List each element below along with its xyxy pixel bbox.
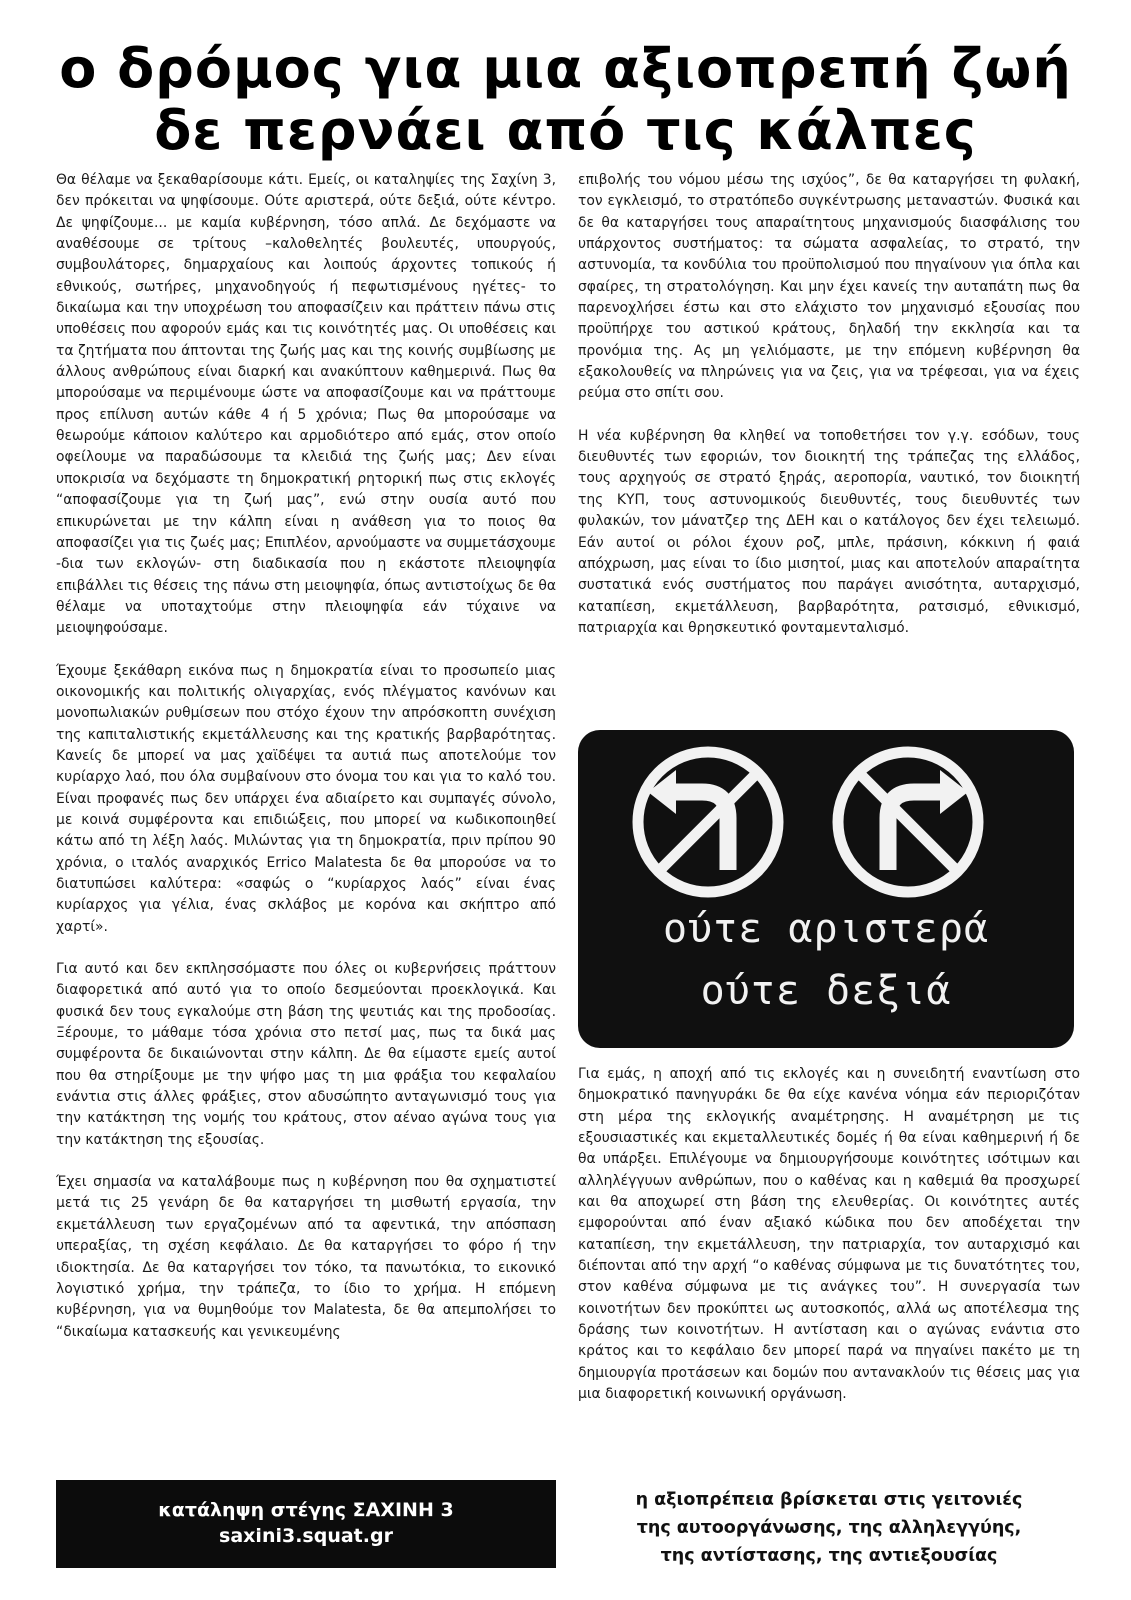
sign-text-line-1: ούτε αριστερά [662, 906, 990, 952]
slogan-line-3: της αντίστασης, της αντιεξουσίας [660, 1546, 998, 1566]
squat-website: saxini3.squat.gr [219, 1525, 393, 1547]
no-right-turn-icon [838, 752, 978, 892]
sign-text-line-2: ούτε δεξιά [700, 968, 952, 1014]
title-line-2: δε περνάει από τις κάλπες [154, 99, 977, 162]
title-line-1: ο δρόμος για μια αξιοπρεπή ζωή [59, 37, 1072, 100]
slogan-line-1: η αξιοπρέπεια βρίσκεται στις γειτονιές [635, 1490, 1023, 1510]
paragraph: Η νέα κυβέρνηση θα κληθεί να τοποθετήσει τον γ.γ. εσόδων, τους διευθυντές των εφοριών, τον διοικητή της τράπεζας της ελλάδος, τους αρχηγούς σε στρατό ξηράς, αεροπορία, ναυτικό, τον διοικητή της ΚΥΠ, τους αστυνομικούς διευθυντές, τους διευθυντές των φυλακών, τον μάνατζερ της ΔΕΗ και ο κατάλογος δεν έχει τελειωμό. Εάν αυτοί οι ρόλοι έχουν ροζ, μπλε, πράσινη, κόκκινη ή φαιά απόχρωση, μας είναι το ίδιο μισητοί, μιας και αποτελούν απαραίτητα συστατικά ενός συστήματος που παράγει ανισότητα, αυταρχισμό, καταπίεση, εκμετάλλευση, βαρβαρότητα, ρατσισμό, εθνικισμό, πατριαρχία και θρησκευτικό φονταμενταλισμό. [578, 427, 1080, 636]
squat-name: κατάληψη στέγης ΣΑΧΙΝΗ 3 [158, 1499, 454, 1521]
paragraph: επιβολής του νόμου μέσω της ισχύος”, δε θα καταργήσει τη φυλακή, τον εγκλεισμό, το στρατόπεδο συγκέντρωσης μεταναστών. Φυσικά και δε θα καταργήσει τους απαραίτητους μηχανισμούς διασφάλισης του υπάρχοντος συστήματος: τα σώματα ασφαλείας, το στρατό, την αστυνομία, τα κονδύλια του προϋπολισμού που πηγαίνουν για όπλα και σφαίρες, τη στρατολόγηση. Και μην έχει κανείς την αυταπάτη πως θα παρενοχλήσει έστω και στο ελάχιστο τον μηχανισμό εξουσίας που προϋπήρχε του αστικού κράτους, δηλαδή την εκκλησία και τα προνόμια της. Ας μη γελιόμαστε, με την επόμενη κυβέρνηση θα εξακολουθείς να πληρώνεις για να ζεις, για να τρέφεσαι, για να έχεις ρεύμα στο σπίτι σου. [578, 172, 1080, 402]
no-left-turn-icon [638, 752, 778, 892]
slogan-line-2: της αυτοοργάνωσης, της αλληλεγγύης, [636, 1518, 1022, 1538]
paragraph: Έχει σημασία να καταλάβουμε πως η κυβέρνηση που θα σχηματιστεί μετά τις 25 γενάρη δε θα καταργήσει τη μισθωτή εργασία, την εκμετάλλευση των εργαζομένων από τα αφεντικά, την απόσπαση υπεραξίας, τη σχέση κεφάλαιο. Δε θα καταργήσει το φόρο ή την ιδιοκτησία. Δε θα καταργήσει τον τόκο, τα πανωτόκια, το εικονικό λογιστικό χρήμα, την τράπεζα, το ίδιο το χρήμα. Η επόμενη κυβέρνηση, για να θυμηθούμε τον Malatesta, δε θα απεμπολήσει το “δικαίωμα κατασκευής και γενικευμένης [56, 1174, 556, 1340]
poster-title [0, 38, 1131, 162]
right-column-top [578, 170, 1080, 639]
paragraph: Για εμάς, η αποχή από τις εκλογές και η συνειδητή εναντίωση στο δημοκρατικό πανηγυράκι δε θα είχε κανένα νόημα εάν περιοριζόταν στη μέρα της εκλογικής αναμέτρησης. Η αναμέτρηση με τις εξουσιαστικές και εκμεταλλευτικές δομές ή θα είναι καθημερινή ή δε θα υπάρξει. Επιλέγουμε να δημιουργήσουμε κοινότητες ισότιμων και αλληλέγγυων ανθρώπων, που ο καθένας και η καθεμιά θα προσχωρεί και θα αποχωρεί στη βάση της ελευθερίας. Οι κοινότητες αυτές εμφορούνται από έναν αξιακό κώδικα που δεν αποδέχεται την καταπίεση, την εκμετάλλευση, την πατριαρχία, τον αυταρχισμό και διέπονται από την αρχή “ο καθένας σύμφωνα με τις δυνατότητες του, στον καθένα σύμφωνα με τις ανάγκες του”. Η συνεργασία των κοινοτήτων δεν προκύπτει ως αυτοσκοπός, αλλά ως αποτέλεσμα της δράσης των κοινοτήτων. Η αντίσταση και ο αγώνας ενάντια στο κράτος και το κεφάλαιο δεν μπορεί παρά να πηγαίνει πακέτο με τη δημιουργία προτάσεων και δομών που αντανακλούν τις θέσεις μας για μια διαφορετική κοινωνική οργάνωση. [578, 1066, 1080, 1403]
paragraph: Για αυτό και δεν εκπλησσόμαστε που όλες οι κυβερνήσεις πράττουν διαφορετικά από αυτό για το οποίο δεσμεύονται προεκλογικά. Και φυσικά δεν τους εγκαλούμε στη βάση της ψευτιάς και της προδοσίας. Ξέρουμε, το μάθαμε τόσα χρόνια στο πετσί μας, πως τα δικά μας συμφέροντα δε δικαιώνονται στην κάλπη. Δε θα είμαστε εμείς αυτοί που θα στηρίξουμε με την ψήφο μας τη μια φράξια του κεφαλαίου ενάντια στις άλλες φράξιες, στον αδυσώπητο ανταγωνισμό τους για την κατάκτηση της νομής του κράτους, στον αέναο αγώνα τους για την κατάκτηση της εξουσίας. [56, 961, 556, 1148]
squat-footer [56, 1480, 556, 1568]
slogan-footer [578, 1486, 1080, 1570]
neither-left-nor-right-sign [578, 730, 1074, 1048]
paragraph: Θα θέλαμε να ξεκαθαρίσουμε κάτι. Εμείς, οι καταληψίες της Σαχίνη 3, δεν πρόκειται να ψηφίσουμε. Ούτε αριστερά, ούτε δεξιά, ούτε κέντρο. Δε ψηφίζουμε... με καμία κυβέρνηση, τόσο απλά. Δε δεχόμαστε να αναθέσουμε σε τρίτους –καλοθελητές βουλευτές, υπουργούς, συμβουλάτορες, δημαρχαίους και λοιπούς άρχοντες τοπικούς ή εθνικούς, σωτήρες, μηχανοδηγούς ή πεφωτισμένους ηγέτες- το δικαίωμα και την υποχρέωση του αποφασίζειν και πράττειν πάνω στις υποθέσεις που αφορούν εμάς και τις κοινότητές μας. Οι υποθέσεις και τα ζητήματα που άπτονται της ζωής μας και της κοινής συμβίωσης με άλλους ανθρώπους είναι διαρκή και ανακύπτουν καθημερινά. Πως θα μπορούσαμε να περιμένουμε ώστε να αποφασίζουμε και να πράττουμε προς επίλυση αυτών κάθε 4 ή 5 χρόνια; Πως θα μπορούσαμε να θεωρούμε κάποιον καλύτερο και αρμοδιότερο από εμάς, στον οποίο οφείλουμε να παραδώσουμε τα κλειδιά της ζωής μας; Δεν είναι υποκρισία να δεχόμαστε τη δημοκρατική ρητορική πως στις εκλογές “αποφασίζουμε για τη ζωή μας”, ενώ στην ουσία αυτό που επικυρώνεται με την κάλπη είναι η ανάθεση για το ποιος θα αποφασίζει για τις ζωές μας; Επιπλέον, αρνούμαστε να συμμετάσχουμε -δια των εκλογών- στη διαδικασία που η εκάστοτε πλειοψηφία επιβάλλει τις θέσεις της πάνω στη μειοψηφία, όπως αντιστοίχως δε θα θέλαμε να υποταχτούμε στην πλειοψηφία εάν τύχαινε να μειοψηφούσαμε. [56, 172, 556, 637]
left-column [56, 170, 556, 1460]
paragraph: Έχουμε ξεκάθαρη εικόνα πως η δημοκρατία είναι το προσωπείο μιας οικονομικής και πολιτικής ολιγαρχίας, ενός πλέγματος κανόνων και μονοπωλιακών ρυθμίσεων που στόχο έχουν την απρόσκοπτη συνέχιση της καπιταλιστικής εκμετάλλευσης και της κρατικής βαρβαρότητας. Κανείς δε μπορεί να μας χαϊδέψει τα αυτιά πως αποτελούμε τον κυρίαρχο λαό, που όλα συμβαίνουν στο όνομα του και για το καλό του. Είναι προφανές πως δεν υπάρχει ένα αδιαίρετο και συμπαγές σύνολο, με κοινά συμφέροντα και επιδιώξεις, που μπορεί να κωδικοποιηθεί κάτω από τη λέξη λαός. Μιλώντας για τη δημοκρατία, πριν πρίπου 90 χρόνια, ο ιταλός αναρχικός Errico Malatesta δε θα μπορούσε να το διατυπώσει καλύτερα: «σαφώς ο “κυρίαρχος λαός” είναι ένας κυρίαρχος για γέλια, ένας σκλάβος με κορόνα και σκήπτρο από χαρτί». [56, 662, 556, 935]
right-column-bottom [578, 1064, 1080, 1406]
